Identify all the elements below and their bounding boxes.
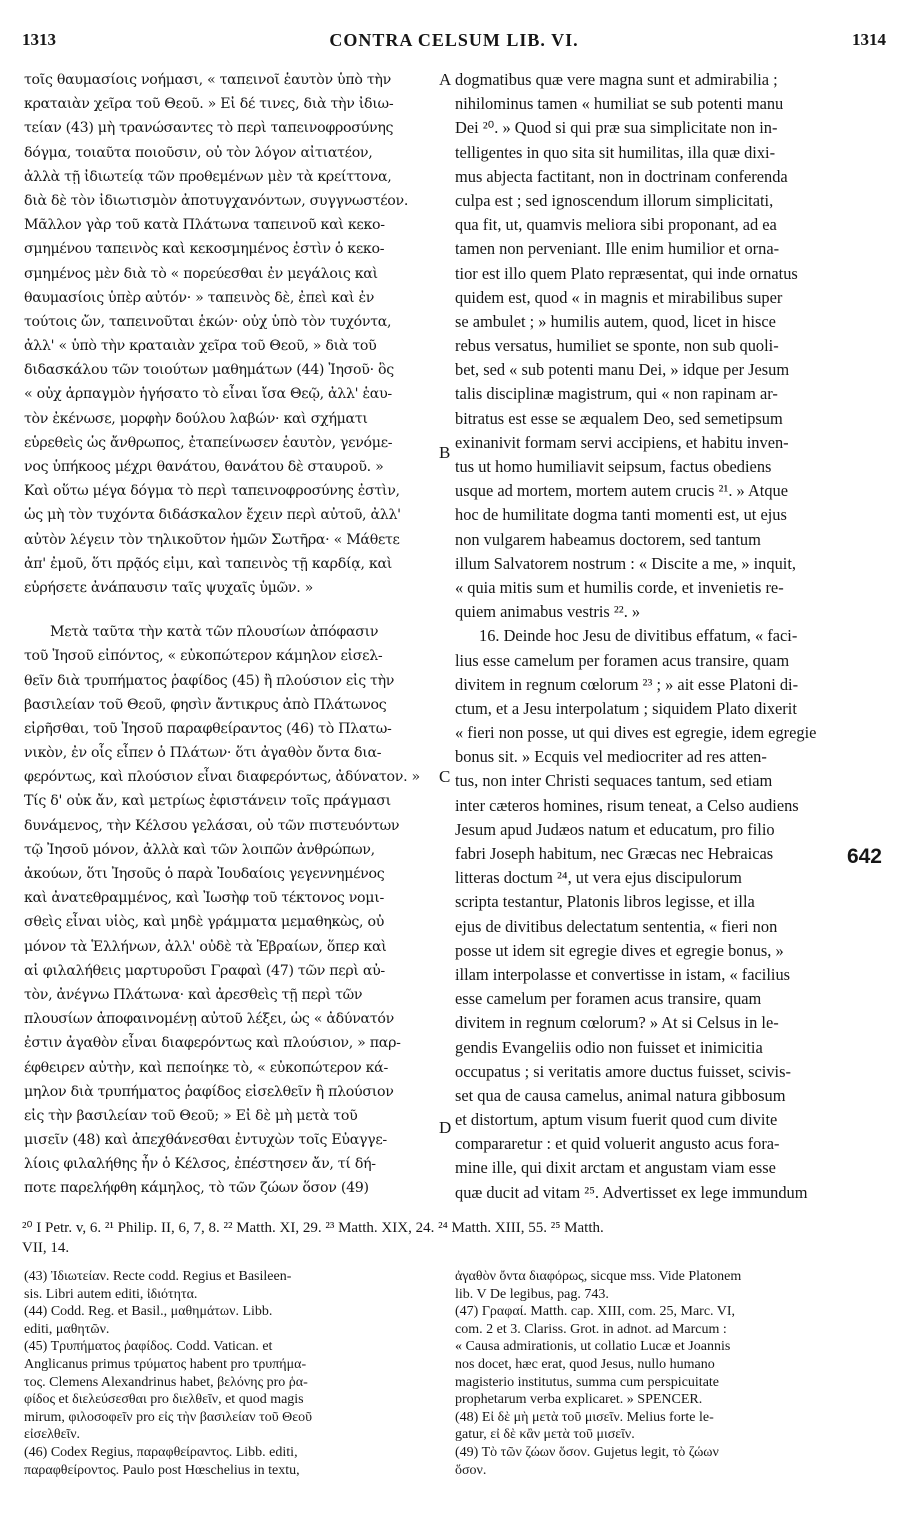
greek-text-line: μόνον τὰ Ἑλλήνων, ἀλλ' οὐδὲ τὰ Ἑβραίων, ὅπερ καὶ — [24, 938, 387, 955]
running-head — [22, 30, 886, 56]
latin-text-line: hoc de humilitate dogma tanti momenti est, ut ejus — [455, 505, 787, 525]
greek-text-line: τῷ Ἰησοῦ μόνον, ἀλλὰ καὶ τῶν λοιπῶν ἀνθρώπων, — [24, 841, 375, 858]
latin-text-line: « quia mitis sum et humilis corde, et invenietis re- — [455, 577, 784, 597]
latin-text-line: mus abjecta factitant, non in doctrinam conferenda — [455, 166, 788, 186]
greek-text-line: σθεὶς εἶναι υἱὸς, καὶ μηδὲ γράμματα μεμαθηκὼς, οὐ — [24, 914, 385, 931]
greek-text-line: ποτε παρελήφθη κάμηλος, τὸ τῶν ζώων ὅσον (49) — [24, 1180, 369, 1197]
greek-text-line: τούτοις ὤν, ταπεινοῦται ἑκών· οὐχ ὑπὸ τὸν τυχόντα, — [24, 313, 392, 330]
greek-text-line: τοῖς θαυμασίοις νοήμασι, « ταπεινοῖ ἑαυτὸν ὑπὸ τὴν — [24, 72, 391, 88]
latin-text-line: tus ut homo humiliavit seipsum, factus obediens — [455, 457, 772, 476]
greek-text-line: « οὐχ ἁρπαγμὸν ἡγήσατο τὸ εἶναι ἴσα Θεῷ, ἀλλ' ἑαυ- — [24, 386, 392, 403]
latin-text-line: « fieri non posse, ut qui dives est egregie, idem egregie — [455, 723, 817, 743]
latin-text-column — [455, 68, 887, 1205]
latin-text-line: exinanivit formam servi accipiens, et habitu inven- — [455, 432, 789, 452]
greek-text-line: σμημένου ταπεινὸς καὶ κεκοσμημένος ἐστὶν ὁ κεκο- — [24, 241, 385, 258]
latin-text-line: culpa est ; sed ignoscendum illorum simplicitati, — [455, 190, 774, 210]
greek-text-column — [24, 68, 439, 1201]
latin-text-line: Jesum apud Judæos natum et educatum, pro filio — [455, 819, 775, 839]
critical-note-line: prophetarum verba explicaret. » SPENCER. — [455, 1392, 703, 1408]
latin-text-line: scripta testantur, Platonis libros legisse, et illa — [455, 892, 755, 912]
column-number: 642 — [846, 845, 882, 868]
critical-note-line: (45) Τρυπήματος ῥαφίδος. Codd. Vatican. et — [24, 1339, 273, 1355]
scripture-reference-line: VII, 14. — [22, 1240, 70, 1256]
critical-note-line: lib. V De legibus, pag. 743. — [455, 1286, 609, 1302]
latin-text-line: tamen non perveniant. Ille enim humilior et orna- — [455, 239, 780, 259]
latin-text-line: fabri Joseph habitum, nec Græcas nec Hebraicas — [455, 844, 774, 863]
critical-note-line: sis. Libri autem editi, ἰδιότητα. — [24, 1286, 198, 1302]
critical-note-line: mirum, φιλοσοφεῖν pro εἰς τὴν βασιλείαν τοῦ Θεοῦ — [24, 1409, 313, 1425]
critical-note-line: « Causa admirationis, ut collatio Lucæ et Joannis — [455, 1339, 731, 1355]
latin-text-line: illum Salvatorem nostrum : « Discite a me, » inquit, — [455, 553, 796, 573]
margin-letter-b: B — [439, 443, 451, 462]
greek-text-line: πλουσίων ἀποφαινομένῃ αὐτοῦ λέξει, ὡς « ἀδύνατόν — [24, 1011, 394, 1028]
greek-text-line: δυνάμενος, τὴν Κέλσου γελάσαι, οὐ τῶν πιστευόντων — [24, 817, 400, 834]
greek-text-line: νικὸν, ἐν οἷς εἶπεν ὁ Πλάτων· ὅτι ἀγαθὸν ὄντα δια- — [24, 745, 382, 762]
greek-text-line: μισεῖν (48) καὶ ἀπεχθάνεσθαι ἐντυχὼν τοῖς Εὐαγγε- — [24, 1132, 387, 1149]
critical-note-line: παραφθείροντος. Paulo post Hœschelius in textu, — [24, 1462, 300, 1478]
greek-text-line: φερόντως, καὶ πλούσιον εἶναι διαφερόντως, ἀδύνατον. » — [24, 769, 420, 786]
latin-text-line: bonus sit. » Ecquis vel mediocriter ad res atten- — [455, 747, 767, 767]
margin-letter-a: A — [439, 70, 452, 89]
greek-text-line: καὶ ἀνατεθραμμένος, καὶ Ἰωσὴφ τοῦ τέκτονος νομι- — [24, 890, 384, 907]
critical-note-line: magisterio institutus, summa cum perspicuitate — [455, 1374, 720, 1390]
latin-text-line: set qua de causa camelus, animal natura gibbosum — [455, 1085, 786, 1105]
latin-text-line: nihilominus tamen « humiliat se sub potenti manu — [455, 94, 784, 114]
critical-note-line: φίδος et διελεύσεσθαι pro διελθεῖν, et quod magis — [24, 1392, 304, 1408]
greek-text-line: θαυμασίοις ὑπὲρ αὐτόν· » ταπεινὸς δὲ, ἐπεὶ καὶ ἐν — [24, 289, 375, 306]
latin-text-line: mine ille, qui dixit arctam et angustam viam esse — [455, 1158, 776, 1178]
latin-text-line: qua fit, ut, quamvis meliora sibi proponant, ad ea — [455, 215, 777, 235]
latin-text-line: tus, non inter Christi sequaces tantum, sed etiam — [455, 771, 773, 791]
greek-text-line: διὰ δὲ τὸν ἰδιωτισμὸν ἀποτυγχανόντων, συγγνωστέον. — [24, 192, 409, 209]
greek-text-line: αὐτὸν λέγειν τὸν τηλικοῦτον ἡμῶν Σωτῆρα· « Μάθετε — [24, 531, 400, 548]
greek-text-line: βασιλείαν τοῦ Θεοῦ, φησὶν ἄντικρυς ἀπὸ Πλάτωνος — [24, 696, 387, 713]
critical-note-line: τος. Clemens Alexandrinus habet, βελόνης pro ῥα- — [24, 1374, 308, 1390]
latin-text-line: divitem in regnum cœlorum ²³ ; » ait esse Platoni di- — [455, 674, 799, 694]
latin-text-line: illam interpolasse et convertisse in istam, « facilius — [455, 964, 791, 984]
margin-letter-c: C — [439, 767, 451, 786]
latin-text-line: dogmatibus quæ vere magna sunt et admirabilia ; — [455, 70, 778, 89]
latin-text-line: gendis Evangeliis odio non fuisset et inimicitia — [455, 1037, 763, 1057]
margin-letter-d: D — [439, 1118, 452, 1137]
critical-note-line: gatur, εἰ δὲ κἂν μετὰ τοῦ μισεῖν. — [455, 1427, 635, 1443]
latin-text-line: Dei ²⁰. » Quod si qui præ sua simplicitate non in- — [455, 118, 778, 138]
scripture-references — [22, 1218, 888, 1258]
critical-note-line: ἀγαθὸν ὄντα διαφόρως, sicque mss. Vide Platonem — [455, 1269, 742, 1284]
greek-text-line: Καὶ οὕτω μέγα δόγμα τὸ περὶ ταπεινοφροσύνης ἐστὶν, — [24, 483, 400, 500]
greek-text-line: νος ὑπήκοος μέχρι θανάτου, θανάτου δὲ σταυροῦ. » — [24, 459, 384, 475]
greek-text-line: λίοις φιλαλήθης ἦν ὁ Κέλσος, ἐπέστησεν ἄν, τί δή- — [24, 1156, 376, 1173]
critical-note-line: (43) Ἰδιωτείαν. Recte codd. Regius et Basileen- — [24, 1269, 292, 1284]
latin-text-line: ctum, et a Jesu interpolatum ; siquidem Plato dixerit — [455, 698, 797, 718]
greek-text-line: Τίς δ' οὐκ ἄν, καὶ μετρίως ἐφιστάνειν τοῖς πράγμασι — [24, 793, 391, 810]
greek-text-line: αἱ φιλαλήθεις μαρτυροῦσι Γραφαὶ (47) τῶν περὶ αὐ- — [24, 962, 385, 979]
greek-text-line: ἀλλ' « ὑπὸ τὴν κραταιὰν χεῖρα τοῦ Θεοῦ, » διὰ τοῦ — [24, 338, 377, 355]
critical-notes-right — [455, 1268, 887, 1479]
latin-text-line: esse camelum per foramen acus transire, quam — [455, 989, 762, 1009]
latin-text-line: occupatus ; si veritatis amore ductus fuisset, scivis- — [455, 1061, 791, 1081]
greek-text-line: ἀκούων, ὅτι Ἰησοῦς ὁ παρὰ Ἰουδαίοις γεγεννημένος — [24, 866, 385, 882]
latin-text-line: quidem est, quod « in magnis et mirabilibus super — [455, 287, 783, 307]
greek-text-line: εἰρῆσθαι, τοῦ Ἰησοῦ παραφθείραντος (46) τὸ Πλατω- — [24, 720, 392, 737]
greek-text-line: ἀπ' ἐμοῦ, ὅτι πρᾷός εἰμι, καὶ ταπεινὸς τῇ καρδίᾳ, καὶ — [24, 555, 393, 572]
greek-text-line: τείαν (43) μὴ τρανώσαντες τὸ περὶ ταπεινοφροσύνης — [24, 120, 394, 137]
latin-text-line: tior est illo quem Plato repræsentat, qui inde ornatus — [455, 263, 798, 283]
critical-note-line: com. 2 et 3. Clariss. Grot. in adnot. ad Marcum : — [455, 1321, 727, 1337]
greek-text-line: εἰς τὴν βασιλείαν τοῦ Θεοῦ; » Εἰ δὲ μὴ μετὰ τοῦ — [24, 1107, 358, 1124]
latin-text-line: divitem in regnum cœlorum? » At si Celsus in le- — [455, 1013, 779, 1033]
latin-text-line: quæ ducit ad vitam ²⁵. Advertisset ex lege immundum — [455, 1182, 808, 1202]
latin-text-line: 16. Deinde hoc Jesu de divitibus effatum, « faci- — [479, 626, 798, 646]
latin-text-line: inter cæteros homines, risum teneat, a Celso audiens — [455, 795, 799, 815]
greek-text-line: έφθειρεν αὐτὴν, καὶ πεποίηκε τὸ, « εὐκοπώτερον κά- — [24, 1059, 388, 1076]
latin-text-line: et distortum, aptum visum fuerit quod cum divite — [455, 1110, 778, 1130]
greek-text-line: σμημένος μὲν διὰ τὸ « πορεύεσθαι ἐν μεγάλοις καὶ — [24, 265, 378, 282]
latin-text-line: ejus de divitibus delectatum sententia, « fieri non — [455, 916, 778, 936]
greek-text-line: Μετὰ ταῦτα τὴν κατὰ τῶν πλουσίων ἀπόφασιν — [50, 624, 379, 641]
greek-text-line: κραταιὰν χεῖρα τοῦ Θεοῦ. » Εἰ δέ τινες, διὰ τὴν ἰδιω- — [24, 96, 394, 113]
critical-note-line: (49) Τὸ τῶν ζώων ὅσον. Gujetus legit, τὸ ζώων — [455, 1444, 719, 1460]
left-page-number: 1313 — [22, 30, 56, 49]
latin-text-line: bet, sed « sub potenti manu Dei, » idque per Jesum — [455, 360, 790, 380]
scripture-reference-line: ²⁰ I Petr. v, 6. ²¹ Philip. II, 6, 7, 8. ²² Matth. XI, 29. ²³ Matth. XIX, 24. ²⁴ Matth. XIII, 55. ²⁵ Matth. — [22, 1220, 604, 1236]
latin-text-line: non vulgarem habeamus doctorem, sed tantum — [455, 529, 761, 549]
greek-text-line: Μᾶλλον γὰρ τοῦ κατὰ Πλάτωνα ταπεινοῦ καὶ κεκο- — [24, 217, 385, 234]
latin-text-line: usque ad mortem, mortem autem crucis ²¹. » Atque — [455, 481, 789, 501]
greek-text-line: θεῖν διὰ τρυπήματος ῥαφίδος (45) ἢ πλούσιον εἰς τὴν — [24, 672, 395, 689]
critical-note-line: εἰσελθεῖν. — [24, 1427, 81, 1443]
critical-note-line: (44) Codd. Reg. et Basil., μαθημάτων. Libb. — [24, 1304, 273, 1320]
latin-text-line: posse ut idem sit egregie dives et egregie bonus, » — [455, 940, 784, 960]
greek-text-line: εὑρήσετε ἀνάπαυσιν ταῖς ψυχαῖς ὑμῶν. » — [24, 579, 313, 596]
latin-text-line: talis disciplinæ magistrum, qui « non rapinam ar- — [455, 384, 778, 404]
greek-text-line: τὸν, ἀνέγνω Πλάτωνα· καὶ ἀρεσθεὶς τῇ περὶ τῶν — [24, 986, 363, 1003]
greek-text-line: ἐστιν ἀγαθὸν εἶναι διαφερόντως καὶ πλούσιον, » παρ- — [24, 1035, 401, 1052]
latin-text-line: telligentes in quo sita sit humilitas, illa quæ dixi- — [455, 142, 776, 162]
critical-note-line: nos docet, hæc erat, quod Jesus, nullo humano — [455, 1356, 715, 1372]
latin-text-line: lius esse camelum per foramen acus transire, quam — [455, 650, 790, 670]
critical-note-line: ὅσον. — [455, 1462, 487, 1478]
critical-note-line: (47) Γραφαί. Matth. cap. XIII, com. 25, Marc. VI, — [455, 1304, 736, 1320]
latin-text-line: litteras doctum ²⁴, ut vera ejus discipulorum — [455, 868, 742, 888]
greek-text-line — [24, 600, 439, 620]
latin-text-line: bitratus est esse se æqualem Deo, sed semetipsum — [455, 408, 783, 428]
running-title: CONTRA CELSUM LIB. VI. — [329, 30, 579, 50]
greek-text-line: μηλον διὰ τρυπήματος ῥαφίδος εἰσελθεῖν ἢ πλούσιον — [24, 1083, 394, 1100]
greek-text-line: εὑρεθεὶς ὡς ἄνθρωπος, ἐταπείνωσεν ἑαυτὸν, γενόμε- — [24, 434, 393, 451]
critical-notes-left — [24, 1268, 439, 1479]
critical-note-line: Anglicanus primus τρύματος habent pro τρυπήμα- — [24, 1356, 307, 1372]
latin-text-line: compararetur : et quid voluerit angusto acus fora- — [455, 1134, 780, 1154]
critical-note-line: editi, μαθητῶν. — [24, 1321, 110, 1337]
right-page-number: 1314 — [852, 30, 886, 49]
latin-text-line: rebus versatus, humiliet se sponte, non sub quoli- — [455, 336, 779, 356]
greek-text-line: δόγμα, τοιαῦτα ποιοῦσιν, οὐ τὸν λόγον αἰτιατέον, — [24, 144, 373, 161]
greek-text-line: ἀλλὰ τῇ ἰδιωτείᾳ τῶν προθεμένων μὲν τὰ κρείττονα, — [24, 168, 392, 185]
greek-text-line: ὡς μὴ τὸν τυχόντα διδάσκαλον ἔχειν περὶ αὐτοῦ, ἀλλ' — [24, 507, 401, 524]
critical-note-line: (48) Εἰ δὲ μὴ μετὰ τοῦ μισεῖν. Melius forte le- — [455, 1409, 714, 1425]
latin-text-line: quiem animabus vestris ²². » — [455, 602, 641, 622]
greek-text-line: διδασκάλου τῶν τοιούτων μαθημάτων (44) Ἰησοῦ· ὃς — [24, 362, 394, 379]
greek-text-line: τὸν ἐκένωσε, μορφὴν δούλου λαβών· καὶ σχήματι — [24, 410, 368, 427]
greek-text-line: τοῦ Ἰησοῦ εἰπόντος, « εὐκοπώτερον κάμηλον εἰσελ- — [24, 648, 383, 665]
critical-note-line: (46) Codex Regius, παραφθείραντος. Libb. editi, — [24, 1444, 298, 1460]
latin-text-line: se ambulet ; » humilis autem, quod, licet in hisce — [455, 311, 776, 331]
